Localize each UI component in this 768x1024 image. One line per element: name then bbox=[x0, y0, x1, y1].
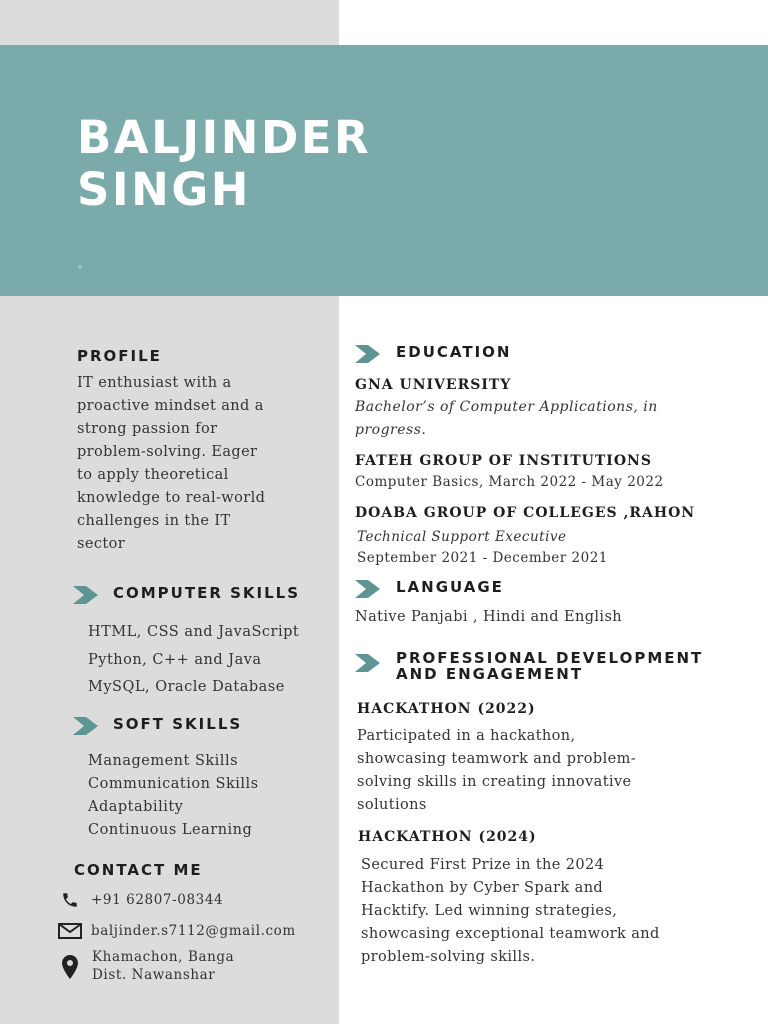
email-address[interactable]: baljinder.s7112@gmail.com bbox=[91, 923, 296, 939]
language-text: Native Panjabi , Hindi and English bbox=[355, 609, 623, 625]
description-line: solutions bbox=[357, 797, 427, 813]
education-detail bbox=[355, 396, 658, 442]
profile-line: problem-solving. Eager bbox=[77, 444, 258, 460]
list-item: Python, C++ and Java bbox=[88, 651, 262, 668]
heading-line: AND ENGAGEMENT bbox=[396, 665, 584, 683]
detail-line: progress. bbox=[355, 422, 427, 438]
description-line: Participated in a hackathon, bbox=[357, 728, 576, 744]
professional-heading bbox=[396, 650, 703, 682]
list-item: Communication Skills bbox=[88, 776, 259, 792]
envelope-icon bbox=[58, 919, 82, 943]
profile-heading: PROFILE bbox=[77, 347, 162, 365]
list-item: Continuous Learning bbox=[88, 822, 253, 838]
computer-skills-heading: COMPUTER SKILLS bbox=[113, 584, 301, 602]
profile-line: IT enthusiast with a bbox=[77, 375, 232, 391]
education-org: GNA UNIVERSITY bbox=[355, 377, 512, 393]
hackathon-title: HACKATHON (2024) bbox=[358, 829, 537, 845]
description-line: Hackathon by Cyber Spark and bbox=[361, 880, 604, 896]
hackathon-title: HACKATHON (2022) bbox=[357, 701, 536, 717]
banner-dot bbox=[78, 265, 82, 269]
heading-line: PROFESSIONAL DEVELOPMENT bbox=[396, 649, 704, 667]
name-line-1: BALJINDER bbox=[77, 111, 372, 164]
name-line-2: SINGH bbox=[77, 163, 251, 216]
education-org: DOABA GROUP OF COLLEGES ,RAHON bbox=[355, 505, 696, 521]
address-line: Dist. Nawanshar bbox=[92, 967, 216, 983]
profile-line: to apply theoretical bbox=[77, 467, 229, 483]
education-heading: EDUCATION bbox=[396, 343, 512, 361]
list-item: Management Skills bbox=[88, 753, 239, 769]
phone-number[interactable]: +91 62807-08344 bbox=[91, 892, 224, 908]
detail-line: September 2021 - December 2021 bbox=[357, 550, 608, 566]
soft-skills-heading: SOFT SKILLS bbox=[113, 715, 243, 733]
phone-icon bbox=[58, 888, 82, 912]
candidate-name bbox=[77, 112, 371, 216]
address-text bbox=[92, 948, 234, 984]
hackathon-description bbox=[361, 854, 660, 969]
profile-line: challenges in the IT bbox=[77, 513, 231, 529]
contact-phone bbox=[58, 888, 223, 912]
description-line: showcasing exceptional teamwork and bbox=[361, 926, 660, 942]
profile-line: strong passion for bbox=[77, 421, 218, 437]
detail-line: Technical Support Executive bbox=[357, 529, 567, 545]
computer-skills-list bbox=[88, 619, 299, 702]
description-line: Hacktify. Led winning strategies, bbox=[361, 903, 618, 919]
contact-heading: CONTACT ME bbox=[74, 861, 203, 879]
address-line: Khamachon, Banga bbox=[92, 949, 235, 965]
detail-line: Bachelor’s of Computer Applications, in bbox=[355, 399, 658, 415]
list-item: MySQL, Oracle Database bbox=[88, 679, 285, 695]
chevron-right-icon bbox=[355, 654, 380, 672]
description-line: Secured First Prize in the 2024 bbox=[361, 857, 605, 873]
education-org: FATEH GROUP OF INSTITUTIONS bbox=[355, 453, 652, 469]
education-detail bbox=[357, 527, 608, 569]
profile-line: proactive mindset and a bbox=[77, 398, 264, 414]
language-heading: LANGUAGE bbox=[396, 578, 504, 596]
profile-line: knowledge to real-world bbox=[77, 490, 266, 506]
description-line: problem-solving skills. bbox=[361, 949, 536, 965]
list-item: Adaptability bbox=[88, 799, 184, 815]
chevron-right-icon bbox=[355, 580, 380, 598]
hackathon-description bbox=[357, 725, 636, 817]
profile-line: sector bbox=[77, 536, 126, 552]
description-line: showcasing teamwork and problem- bbox=[357, 751, 637, 767]
contact-address bbox=[58, 948, 234, 984]
chevron-right-icon bbox=[73, 586, 98, 604]
chevron-right-icon bbox=[73, 717, 98, 735]
chevron-right-icon bbox=[355, 345, 380, 363]
description-line: solving skills in creating innovative bbox=[357, 774, 632, 790]
profile-text bbox=[77, 372, 265, 556]
list-item: HTML, CSS and JavaScript bbox=[88, 624, 300, 640]
contact-email bbox=[58, 919, 296, 943]
map-pin-icon bbox=[58, 955, 82, 979]
education-detail: Computer Basics, March 2022 - May 2022 bbox=[355, 474, 664, 490]
soft-skills-list bbox=[88, 750, 259, 842]
